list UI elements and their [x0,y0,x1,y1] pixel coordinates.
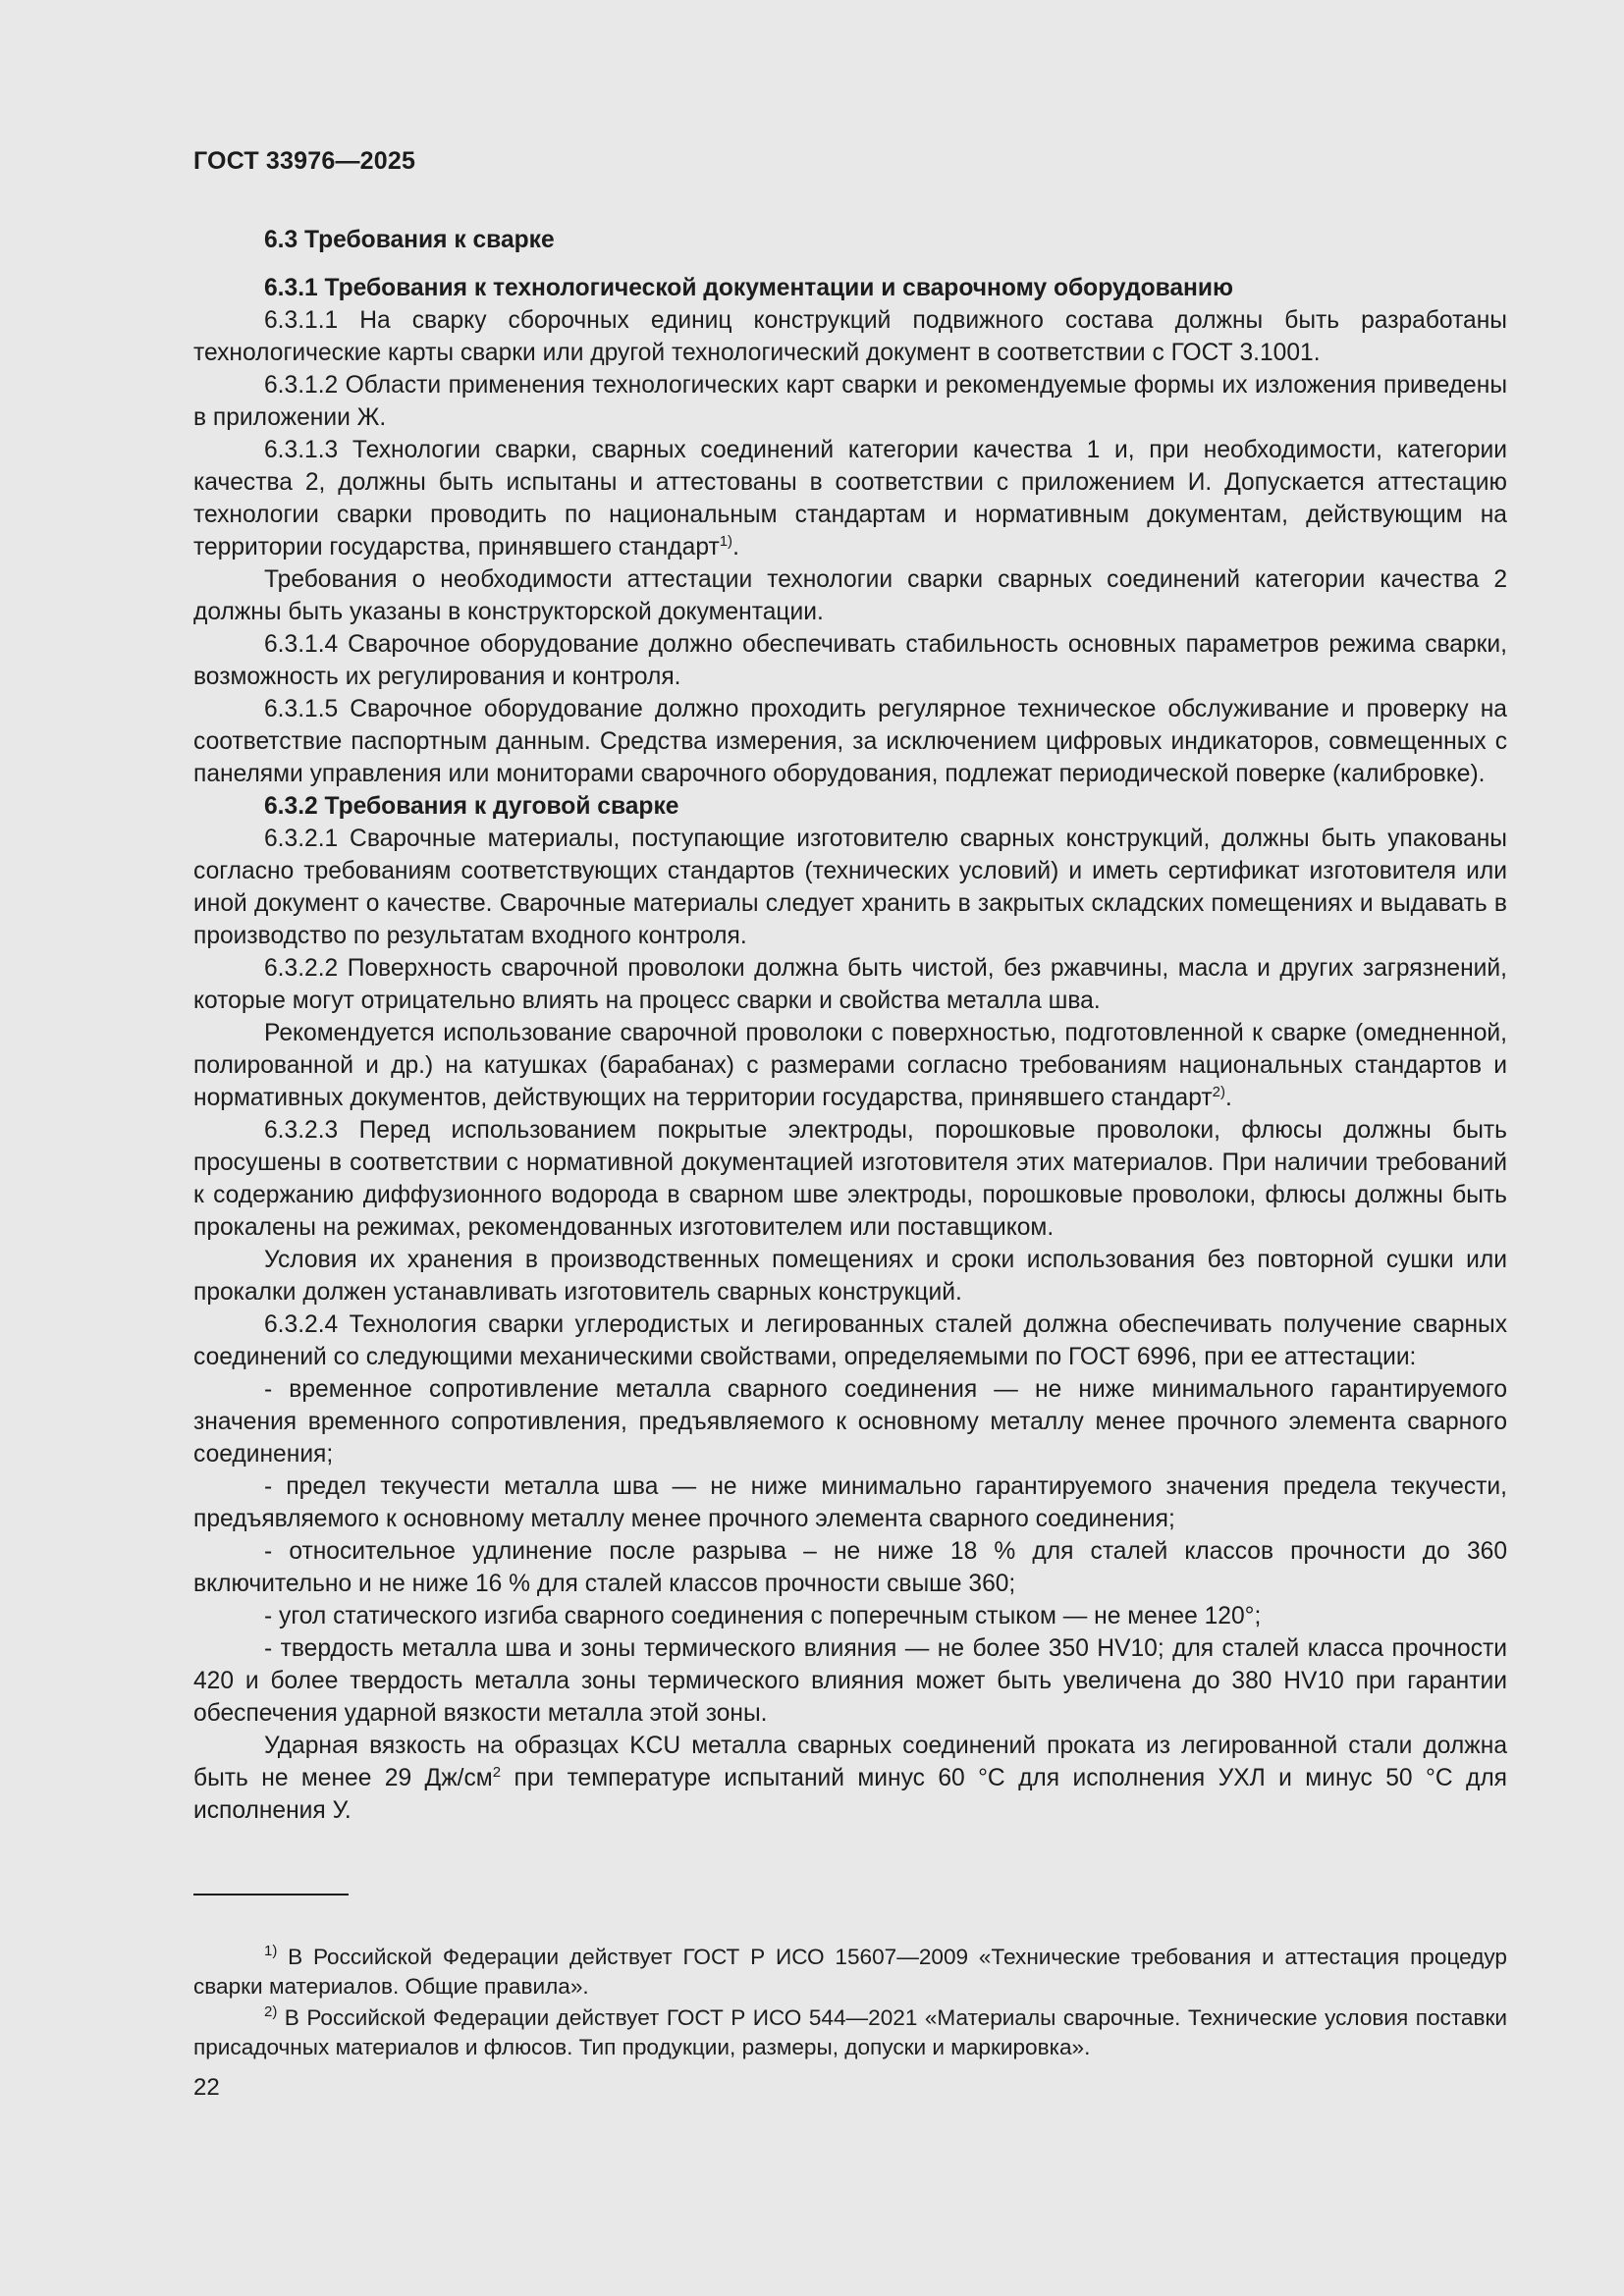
paragraph-6-3-2-2-recommendation [193,1017,1507,1114]
list-item-hardness: - твердость металла шва и зоны термического влияния — не более 350 HV10; для сталей класса прочности 420 и более твердость металла зоны термического влияния может быть увеличена до 380 HV10 при гарантии обеспечения ударной вязкости металла этой зоны. [193,1635,1507,1727]
paragraph-6-3-2-3-storage: Условия их хранения в производственных помещениях и сроки использования без повторной сушки или прокалки должен устанавливать изготовитель сварных конструкций. [193,1247,1507,1306]
footnote-text: В Российской Федерации действует ГОСТ Р ИСО 544—2021 «Материалы сварочные. Технические условия поставки присадочных материалов и флюсов. Тип продукции, размеры, допуски и маркировка». [193,2005,1507,2059]
footnote-mark: 1) [264,1943,278,1959]
footnote-text: В Российской Федерации действует ГОСТ Р ИСО 15607—2009 «Технические требования и аттестация процедур сварки материалов. Общие правила». [193,1945,1507,1999]
paragraph-6-3-1-5: 6.3.1.5 Сварочное оборудование должно проходить регулярное техническое обслуживание и проверку на соответствие паспортным данным. Средства измерения, за исключением цифровых индикаторов, совмещенных с панелями управления или мониторами сварочного оборудования, подлежат периодической поверке (калибровке). [193,696,1507,787]
paragraph-6-3-2-3: 6.3.2.3 Перед использованием покрытые электроды, порошковые проволоки, флюсы должны быть просушены в соответствии с нормативной документацией изготовителя этих материалов. При наличии требований к содержанию диффузионного водорода в сварном шве электроды, порошковые проволоки, флюсы должны быть прокалены на режимах, рекомендованных изготовителем или поставщиком. [193,1117,1507,1241]
paragraph-6-3-2-2: 6.3.2.2 Поверхность сварочной проволоки должна быть чистой, без ржавчины, масла и других загрязнений, которые могут отрицательно влиять на процесс сварки и свойства металла шва. [193,955,1507,1014]
paragraph-end: . [732,534,739,561]
footnote-2 [193,2003,1507,2062]
paragraph-6-3-1-4: 6.3.1.4 Сварочное оборудование должно обеспечивать стабильность основных параметров режима сварки, возможность их регулирования и контроля. [193,631,1507,690]
main-text [193,224,1507,1827]
paragraph-text: Ударная вязкость на образцах KCU металла сварных соединений проката из легированной стали должна быть не менее 29 Дж/см [193,1733,1507,1791]
list-item-elongation: - относительное удлинение после разрыва – не ниже 18 % для сталей классов прочности до 360 включительно и не ниже 16 % для сталей классов прочности свыше 360; [193,1538,1507,1597]
footnote-1 [193,1943,1507,2002]
paragraph-6-3-1-3 [193,434,1507,563]
paragraph-end: . [1224,1085,1232,1111]
paragraph-6-3-2-1: 6.3.2.1 Сварочные материалы, поступающие изготовителю сварных конструкций, должны быть упакованы согласно требованиям соответствующих стандартов (технических условий) и иметь сертификат изготовителя или иной документ о качестве. Сварочные материалы следует хранить в закрытых складских помещениях и выдавать в производство по результатам входного контроля. [193,826,1507,949]
paragraph-6-3-1-1: 6.3.1.1 На сварку сборочных единиц конструкций подвижного состава должны быть разработаны технологические карты сварки или другой технологический документ в соответствии с ГОСТ 3.1001. [193,307,1507,366]
paragraph-impact-strength [193,1730,1507,1827]
paragraph-6-3-2-4: 6.3.2.4 Технология сварки углеродистых и легированных сталей должна обеспечивать получение сварных соединений со следующими механическими свойствами, определяемыми по ГОСТ 6996, при ее аттестации: [193,1311,1507,1370]
section-heading-6-3: 6.3 Требования к сварке [264,227,555,253]
paragraph-text: Рекомендуется использование сварочной проволоки с поверхностью, подготовленной к сварке (омедненной, полированной и др.) на катушках (барабанах) с размерами согласно требованиям национальных стандартов и нормативных документов, действующих на территории государства, принявшего стандарт [193,1020,1507,1111]
footnote-mark: 2) [264,2003,278,2020]
footnote-ref-1: 1) [719,533,733,550]
paragraph-6-3-1-3-note: Требования о необходимости аттестации технологии сварки сварных соединений категории качества 2 должны быть указаны в конструкторской документации. [193,566,1507,625]
unit-superscript: 2 [492,1764,502,1781]
section-heading-6-3-1: 6.3.1 Требования к технологической документации и сварочному оборудованию [264,275,1234,301]
paragraph-text-cont: при температуре испытаний минус 60 °С для исполнения УХЛ и минус 50 °С для исполнения У. [193,1765,1507,1824]
footnotes [193,1943,1507,2062]
footnote-divider [193,1894,349,1896]
list-item-bend-angle: - угол статического изгиба сварного соединения с поперечным стыком — не менее 120°; [264,1603,1262,1629]
page-number: 22 [193,2074,220,2101]
list-item-yield-strength: - предел текучести металла шва — не ниже минимально гарантируемого значения предела текучести, предъявляемого к основному металлу менее прочного элемента сварного соединения; [193,1473,1507,1532]
paragraph-6-3-1-2: 6.3.1.2 Области применения технологических карт сварки и рекомендуемые формы их изложения приведены в приложении Ж. [193,372,1507,431]
document-code-header: ГОСТ 33976—2025 [193,147,416,175]
paragraph-text: 6.3.1.3 Технологии сварки, сварных соединений категории качества 1 и, при необходимости, категории качества 2, должны быть испытаны и аттестованы в соответствии с приложением И. Допускается аттестацию технологии сварки проводить по национальным стандартам и нормативным документам, действующим на территории государства, принявшего стандарт [193,437,1507,561]
footnote-ref-2: 2) [1212,1084,1225,1100]
section-heading-6-3-2: 6.3.2 Требования к дуговой сварке [264,793,679,820]
list-item-tensile-strength: - временное сопротивление металла сварного соединения — не ниже минимального гарантируемого значения временного сопротивления, предъявляемого к основному металлу менее прочного элемента сварного соединения; [193,1376,1507,1468]
